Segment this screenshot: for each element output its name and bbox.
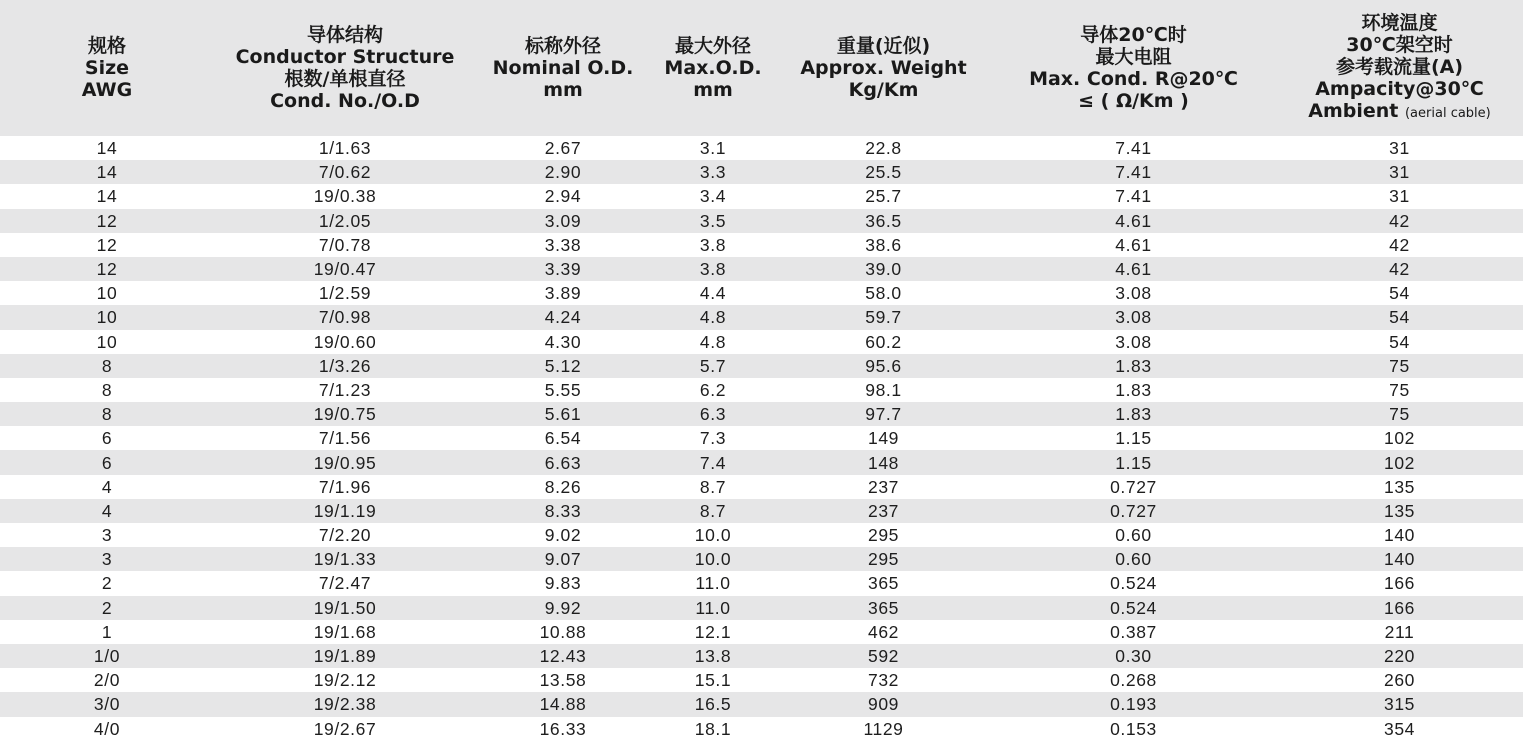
cell-nominal-od: 6.63 <box>544 452 582 473</box>
cell-nominal-od: 4.24 <box>544 307 582 328</box>
header-line: Size <box>84 57 130 79</box>
cell-max-resistance: 7.41 <box>1115 138 1152 159</box>
cell-nominal-od: 6.54 <box>544 428 582 449</box>
header-approx-weight <box>776 0 991 136</box>
header-row <box>0 0 1523 136</box>
cell-approx-weight: 149 <box>868 428 899 449</box>
table-row <box>0 305 1523 329</box>
cell-size: 3 <box>101 549 113 570</box>
table-row <box>0 184 1523 208</box>
table-row <box>0 523 1523 547</box>
cell-conductor-structure: 7/0.62 <box>318 162 372 183</box>
cell-size: 2 <box>101 597 113 618</box>
header-size <box>0 0 214 136</box>
cell-approx-weight: 97.7 <box>865 404 902 425</box>
cell-nominal-od: 3.38 <box>544 234 582 255</box>
cell-ampacity: 75 <box>1389 379 1410 400</box>
table-row <box>0 136 1523 160</box>
cell-max-resistance: 1.15 <box>1115 452 1152 473</box>
header-line: 规格 <box>87 35 126 57</box>
header-line: 参考载流量(A) <box>1335 55 1464 78</box>
cell-max-od: 4.8 <box>699 331 727 352</box>
header-line: 导体结构 <box>306 24 383 46</box>
header-line: 重量(近似) <box>836 35 931 57</box>
cell-nominal-od: 9.92 <box>544 597 582 618</box>
cell-conductor-structure: 19/0.47 <box>313 259 377 280</box>
cell-size: 1 <box>101 621 113 642</box>
table-row <box>0 547 1523 571</box>
cell-approx-weight: 39.0 <box>865 259 902 280</box>
cell-approx-weight: 98.1 <box>865 379 902 400</box>
cell-max-resistance: 1.83 <box>1115 404 1152 425</box>
cell-max-od: 3.8 <box>699 259 727 280</box>
cell-max-od: 6.2 <box>699 379 727 400</box>
cell-size: 2 <box>101 573 113 594</box>
header-line: Ampacity@30℃ <box>1315 77 1484 100</box>
cell-max-resistance: 0.60 <box>1115 549 1152 570</box>
cell-approx-weight: 95.6 <box>865 355 902 376</box>
cell-max-resistance: 3.08 <box>1115 331 1152 352</box>
cell-max-resistance: 4.61 <box>1115 210 1152 231</box>
cell-ampacity: 54 <box>1389 331 1410 352</box>
header-line <box>1276 100 1523 125</box>
cell-max-resistance: 0.268 <box>1110 670 1157 691</box>
table-row <box>0 354 1523 378</box>
table-row <box>0 499 1523 523</box>
cell-max-od: 10.0 <box>694 525 732 546</box>
cell-size: 4 <box>101 476 113 497</box>
header-aerial-note: (aerial cable) <box>1404 105 1491 121</box>
cell-conductor-structure: 7/1.23 <box>318 379 372 400</box>
cell-size: 14 <box>96 186 118 207</box>
cell-ampacity: 42 <box>1389 210 1410 231</box>
cell-ampacity: 135 <box>1384 500 1415 521</box>
cell-nominal-od: 2.90 <box>544 162 582 183</box>
cell-conductor-structure: 7/2.47 <box>318 573 372 594</box>
cell-nominal-od: 10.88 <box>539 621 587 642</box>
cell-conductor-structure: 19/2.38 <box>313 694 377 715</box>
cell-size: 3 <box>101 525 113 546</box>
cell-conductor-structure: 1/1.63 <box>318 138 372 159</box>
cell-ampacity: 135 <box>1384 476 1415 497</box>
cell-nominal-od: 3.39 <box>544 259 582 280</box>
cell-ampacity: 220 <box>1384 646 1415 667</box>
cell-size: 6 <box>101 452 113 473</box>
table-row <box>0 571 1523 595</box>
cell-ampacity: 42 <box>1389 259 1410 280</box>
table-row <box>0 233 1523 257</box>
cell-max-od: 13.8 <box>694 646 732 667</box>
cell-max-resistance: 0.524 <box>1110 597 1157 618</box>
cell-conductor-structure: 1/2.59 <box>318 283 372 304</box>
cell-max-od: 4.4 <box>699 283 727 304</box>
cell-ampacity: 42 <box>1389 234 1410 255</box>
cell-approx-weight: 25.7 <box>865 186 902 207</box>
cell-size: 12 <box>96 210 118 231</box>
header-line: Cond. No./O.D <box>270 90 420 112</box>
cell-ampacity: 140 <box>1384 549 1415 570</box>
cell-approx-weight: 909 <box>868 694 899 715</box>
cell-conductor-structure: 7/2.20 <box>318 525 372 546</box>
cell-ampacity: 54 <box>1389 283 1410 304</box>
table-row <box>0 281 1523 305</box>
cell-max-resistance: 0.524 <box>1110 573 1157 594</box>
cell-nominal-od: 16.33 <box>539 718 587 739</box>
cell-approx-weight: 36.5 <box>865 210 902 231</box>
table-row <box>0 596 1523 620</box>
cell-ampacity: 54 <box>1389 307 1410 328</box>
cell-approx-weight: 365 <box>868 597 899 618</box>
cell-approx-weight: 1129 <box>863 718 904 739</box>
cell-approx-weight: 732 <box>868 670 899 691</box>
table-row <box>0 475 1523 499</box>
table-row <box>0 257 1523 281</box>
cell-max-od: 7.3 <box>699 428 727 449</box>
cell-max-od: 6.3 <box>699 404 727 425</box>
cell-size: 14 <box>96 138 118 159</box>
cell-ampacity: 315 <box>1384 694 1415 715</box>
cell-ampacity: 31 <box>1389 138 1410 159</box>
cell-max-od: 7.4 <box>699 452 727 473</box>
cell-nominal-od: 9.07 <box>544 549 582 570</box>
table-row <box>0 692 1523 716</box>
cell-ampacity: 354 <box>1384 718 1415 739</box>
cell-size: 4/0 <box>93 718 121 739</box>
header-line: Approx. Weight <box>800 57 967 79</box>
cell-nominal-od: 3.89 <box>544 283 582 304</box>
cell-approx-weight: 365 <box>868 573 899 594</box>
cell-max-resistance: 0.30 <box>1115 646 1152 667</box>
cell-ampacity: 75 <box>1389 404 1410 425</box>
cell-size: 3/0 <box>93 694 121 715</box>
cell-max-od: 3.3 <box>699 162 727 183</box>
cell-size: 4 <box>101 500 113 521</box>
cell-max-resistance: 0.727 <box>1110 500 1157 521</box>
cell-approx-weight: 25.5 <box>865 162 902 183</box>
header-line: Conductor Structure <box>235 46 455 68</box>
cell-nominal-od: 13.58 <box>539 670 587 691</box>
header-max-resistance <box>991 0 1276 136</box>
header-line: AWG <box>81 79 133 101</box>
cell-approx-weight: 59.7 <box>865 307 902 328</box>
cell-nominal-od: 5.55 <box>544 379 582 400</box>
cell-ampacity: 140 <box>1384 525 1415 546</box>
cell-max-resistance: 1.83 <box>1115 379 1152 400</box>
cell-ampacity: 102 <box>1384 428 1415 449</box>
cell-nominal-od: 8.26 <box>544 476 582 497</box>
cell-conductor-structure: 19/1.50 <box>313 597 377 618</box>
cell-max-od: 10.0 <box>694 549 732 570</box>
cell-max-od: 11.0 <box>695 597 731 618</box>
cell-conductor-structure: 19/0.95 <box>313 452 377 473</box>
cell-nominal-od: 9.83 <box>544 573 582 594</box>
cell-max-resistance: 0.387 <box>1110 621 1157 642</box>
table-header <box>0 0 1523 136</box>
cell-max-resistance: 3.08 <box>1115 307 1152 328</box>
cell-max-od: 3.4 <box>699 186 727 207</box>
cell-ampacity: 31 <box>1389 162 1410 183</box>
header-line: Max. Cond. R@20℃ <box>1029 68 1238 90</box>
cell-size: 12 <box>96 259 118 280</box>
cell-max-od: 15.1 <box>694 670 732 691</box>
cell-size: 8 <box>101 355 113 376</box>
cell-approx-weight: 60.2 <box>865 331 902 352</box>
header-line: 根数/单根直径 <box>284 68 406 90</box>
cell-max-resistance: 4.61 <box>1115 234 1152 255</box>
table-row <box>0 160 1523 184</box>
cell-max-od: 11.0 <box>695 573 731 594</box>
header-ambient: Ambient <box>1308 99 1399 122</box>
cell-conductor-structure: 7/1.96 <box>318 476 372 497</box>
cell-size: 8 <box>101 404 113 425</box>
cell-nominal-od: 2.67 <box>544 138 582 159</box>
header-line: mm <box>693 79 733 101</box>
cell-ampacity: 166 <box>1384 573 1415 594</box>
cell-conductor-structure: 19/0.38 <box>313 186 377 207</box>
cell-ampacity: 260 <box>1384 670 1415 691</box>
cell-size: 2/0 <box>93 670 121 691</box>
cell-approx-weight: 237 <box>868 500 899 521</box>
table-row <box>0 426 1523 450</box>
cell-max-od: 3.1 <box>699 138 727 159</box>
cell-conductor-structure: 19/0.60 <box>313 331 377 352</box>
cell-approx-weight: 22.8 <box>865 138 902 159</box>
cell-max-resistance: 0.193 <box>1110 694 1157 715</box>
cell-max-resistance: 4.61 <box>1115 259 1152 280</box>
cell-size: 8 <box>101 379 113 400</box>
cell-max-od: 18.1 <box>694 718 732 739</box>
cell-ampacity: 166 <box>1384 597 1415 618</box>
cell-nominal-od: 2.94 <box>544 186 582 207</box>
cell-nominal-od: 5.12 <box>544 355 582 376</box>
header-ampacity <box>1276 0 1523 136</box>
cell-conductor-structure: 19/1.68 <box>313 621 377 642</box>
cell-max-od: 12.1 <box>694 621 732 642</box>
cell-size: 10 <box>96 283 118 304</box>
table-row <box>0 209 1523 233</box>
cell-conductor-structure: 19/1.19 <box>313 500 377 521</box>
header-line: 导体20℃时 <box>1080 24 1187 46</box>
cell-approx-weight: 295 <box>868 549 899 570</box>
cell-ampacity: 211 <box>1384 621 1415 642</box>
cell-approx-weight: 38.6 <box>865 234 902 255</box>
cell-size: 14 <box>96 162 118 183</box>
table-row <box>0 620 1523 644</box>
cell-nominal-od: 9.02 <box>544 525 582 546</box>
table-row <box>0 378 1523 402</box>
cell-approx-weight: 148 <box>868 452 899 473</box>
header-line: 环境温度 <box>1361 11 1438 34</box>
cell-size: 10 <box>96 331 118 352</box>
cell-nominal-od: 8.33 <box>544 500 582 521</box>
cell-nominal-od: 5.61 <box>544 404 582 425</box>
cell-max-resistance: 0.60 <box>1115 525 1152 546</box>
table-row <box>0 330 1523 354</box>
header-line: ≤ ( Ω/Km ) <box>1078 90 1189 112</box>
header-conductor-structure <box>214 0 476 136</box>
cell-size: 6 <box>101 428 113 449</box>
table-body <box>0 136 1523 741</box>
header-line: Kg/Km <box>848 79 919 101</box>
table-row <box>0 717 1523 741</box>
cell-max-od: 8.7 <box>699 476 727 497</box>
cell-approx-weight: 592 <box>868 646 899 667</box>
cell-approx-weight: 237 <box>868 476 899 497</box>
cell-conductor-structure: 19/1.33 <box>313 549 377 570</box>
cell-conductor-structure: 19/2.67 <box>313 718 377 739</box>
cell-nominal-od: 14.88 <box>539 694 587 715</box>
cell-nominal-od: 12.43 <box>539 646 587 667</box>
cell-conductor-structure: 1/2.05 <box>318 210 372 231</box>
header-line: 标称外径 <box>524 35 601 57</box>
cell-size: 1/0 <box>93 646 121 667</box>
cell-conductor-structure: 7/0.78 <box>318 234 372 255</box>
cell-max-od: 5.7 <box>699 355 727 376</box>
cell-max-resistance: 7.41 <box>1115 186 1152 207</box>
header-line: Max.O.D. <box>664 57 762 79</box>
table-row <box>0 668 1523 692</box>
cell-max-resistance: 3.08 <box>1115 283 1152 304</box>
cell-max-od: 8.7 <box>699 500 727 521</box>
cell-conductor-structure: 19/2.12 <box>313 670 377 691</box>
header-line: Nominal O.D. <box>492 57 634 79</box>
table-row <box>0 450 1523 474</box>
cell-size: 10 <box>96 307 118 328</box>
cell-max-od: 3.5 <box>699 210 727 231</box>
cell-approx-weight: 462 <box>868 621 899 642</box>
header-line: 最大电阻 <box>1095 46 1172 68</box>
header-max-od <box>650 0 776 136</box>
table-row <box>0 644 1523 668</box>
header-line: 最大外径 <box>674 35 751 57</box>
cell-approx-weight: 295 <box>868 525 899 546</box>
cell-conductor-structure: 1/3.26 <box>318 355 372 376</box>
cell-conductor-structure: 19/0.75 <box>313 404 377 425</box>
cell-max-resistance: 0.727 <box>1110 476 1157 497</box>
cell-ampacity: 75 <box>1389 355 1410 376</box>
cell-max-resistance: 1.15 <box>1115 428 1152 449</box>
cell-max-resistance: 1.83 <box>1115 355 1152 376</box>
cell-max-od: 4.8 <box>699 307 727 328</box>
cell-max-resistance: 7.41 <box>1115 162 1152 183</box>
cell-conductor-structure: 7/1.56 <box>318 428 372 449</box>
cell-nominal-od: 3.09 <box>544 210 582 231</box>
cell-max-resistance: 0.153 <box>1110 718 1157 739</box>
cell-ampacity: 102 <box>1384 452 1415 473</box>
header-line: mm <box>543 79 583 101</box>
cell-conductor-structure: 19/1.89 <box>313 646 377 667</box>
cell-size: 12 <box>96 234 118 255</box>
cell-conductor-structure: 7/0.98 <box>318 307 372 328</box>
cell-nominal-od: 4.30 <box>544 331 582 352</box>
header-nominal-od <box>476 0 650 136</box>
cell-approx-weight: 58.0 <box>865 283 902 304</box>
cell-max-od: 3.8 <box>699 234 727 255</box>
table-row <box>0 402 1523 426</box>
cell-ampacity: 31 <box>1389 186 1410 207</box>
cell-max-od: 16.5 <box>694 694 732 715</box>
header-line: 30℃架空时 <box>1346 33 1453 56</box>
